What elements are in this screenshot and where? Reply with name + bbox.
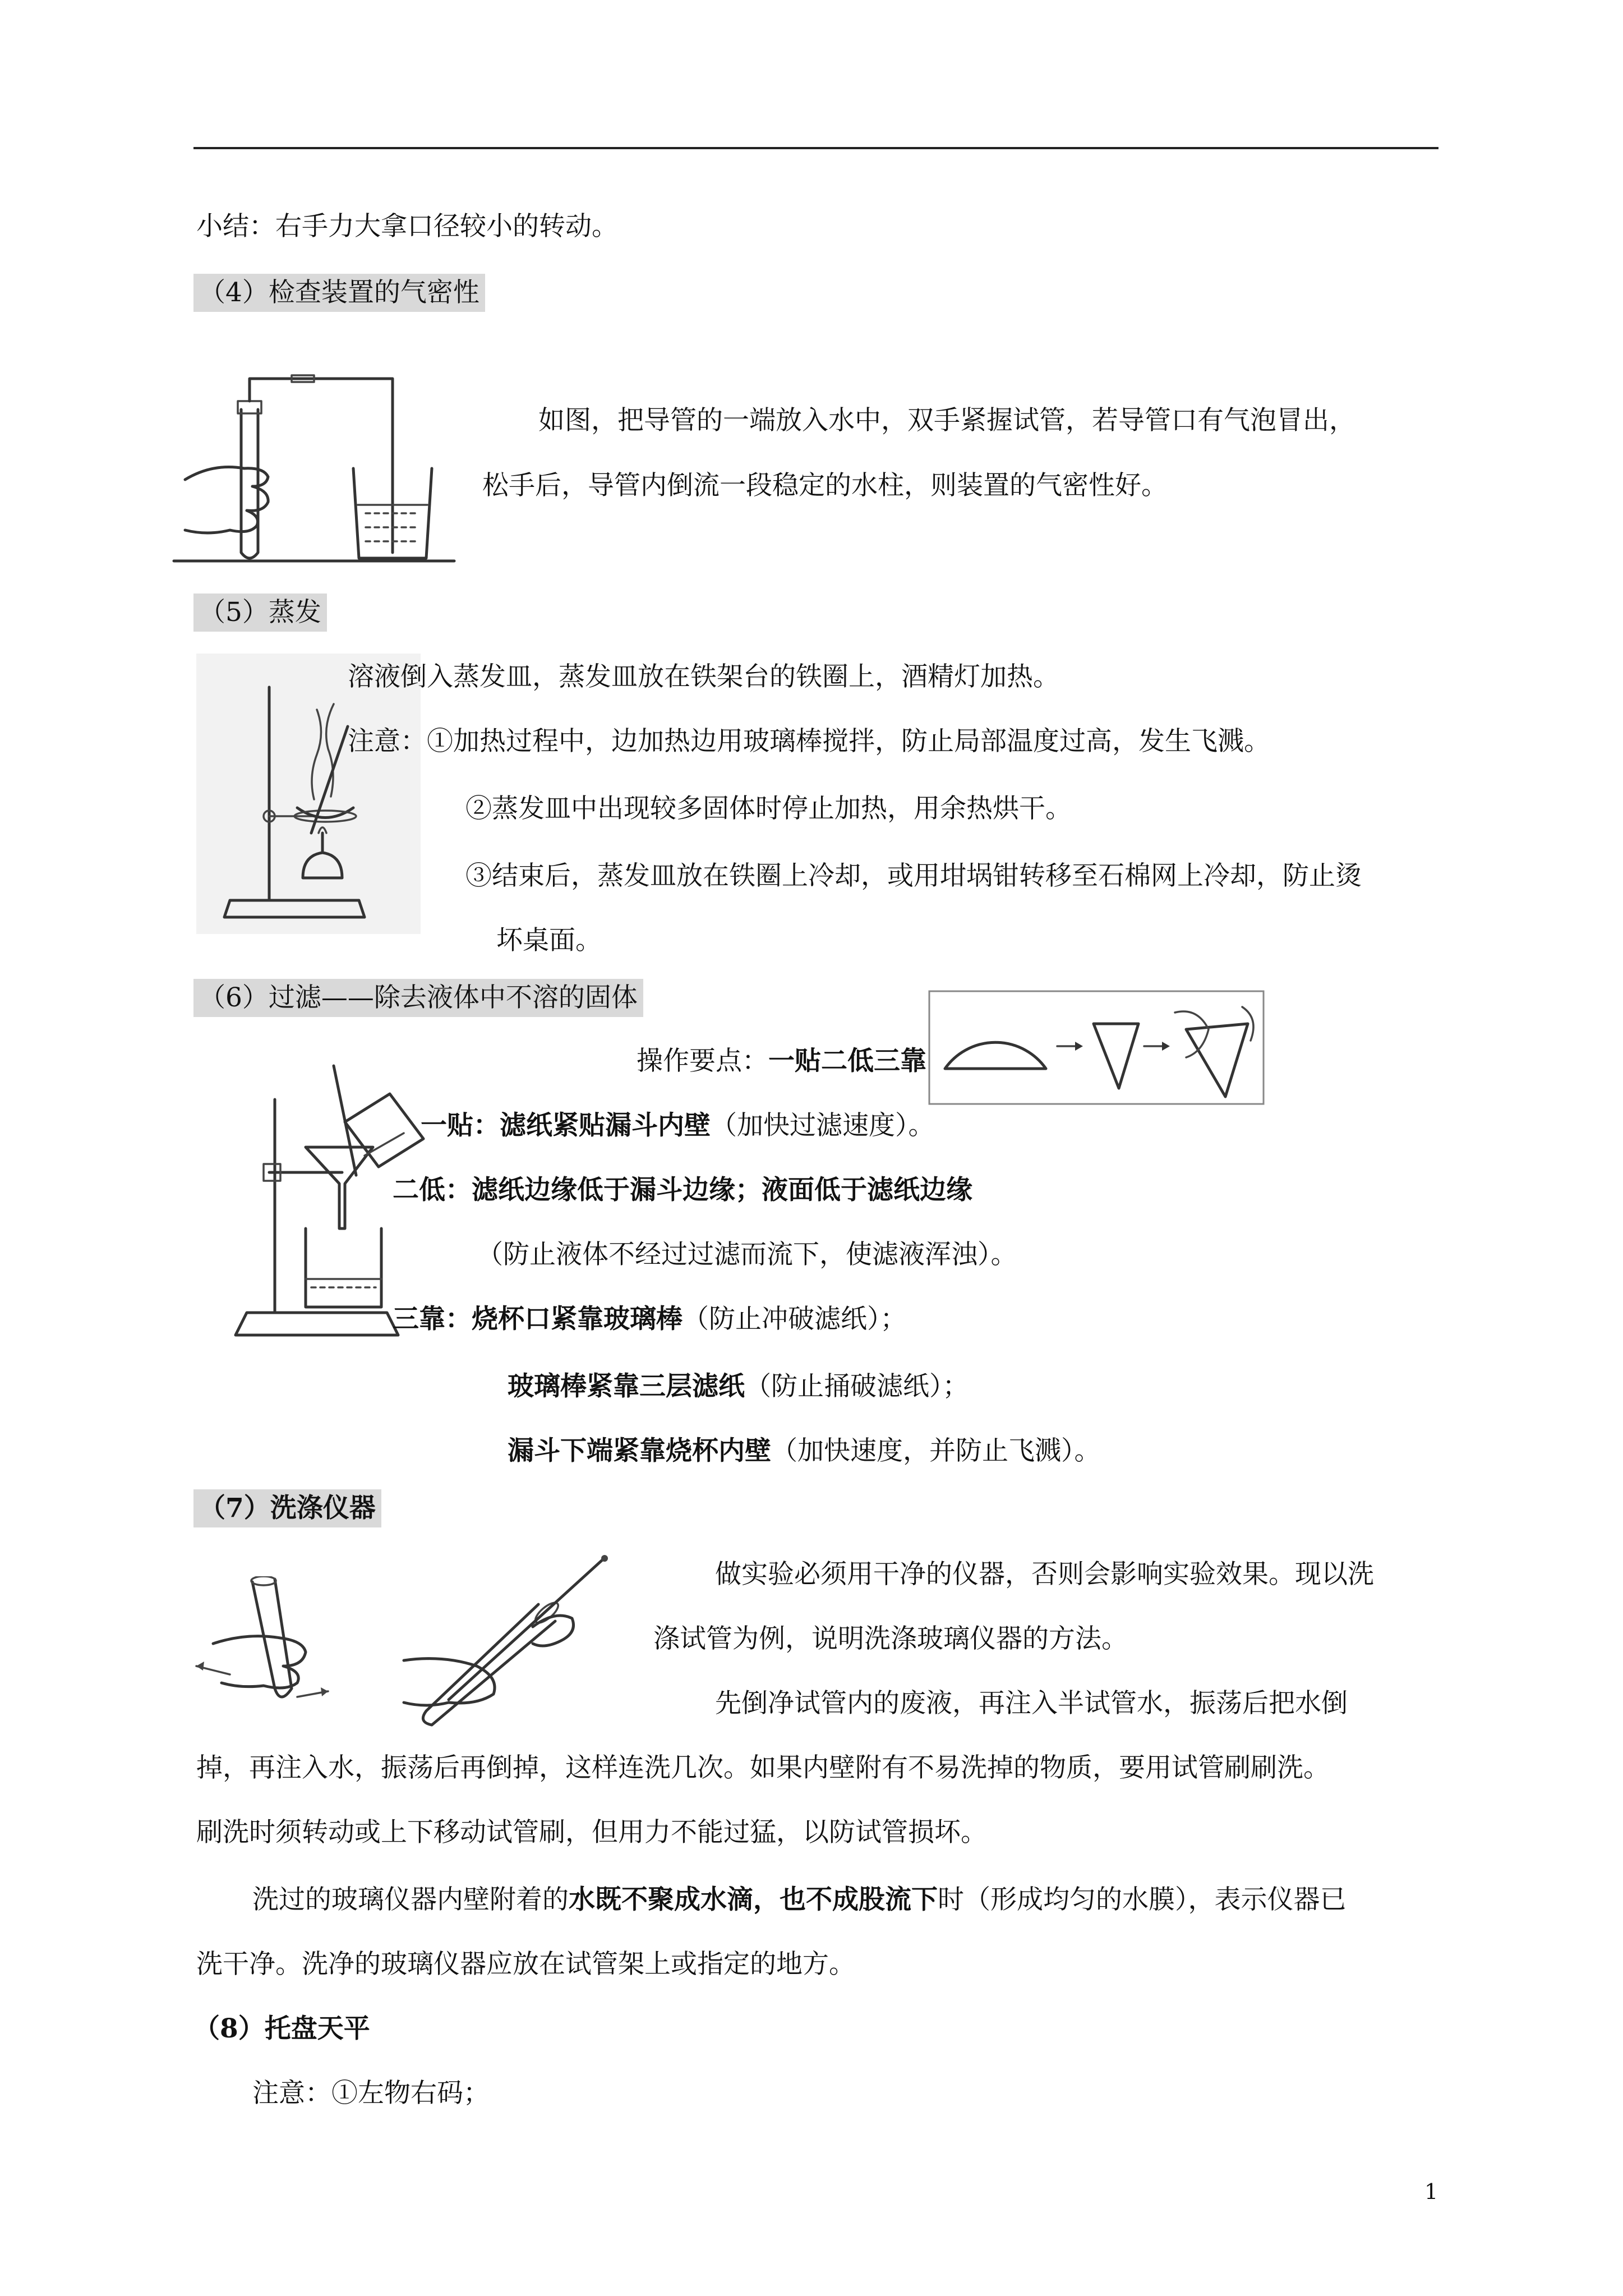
section-5-line-3: ②蒸发皿中出现较多固体时停止加热，用余热烘干。 bbox=[465, 793, 1072, 824]
section-7-line-4: 掉，再注入水，振荡后再倒掉，这样连洗几次。如果内壁附有不易洗掉的物质，要用试管刷刷洗。 bbox=[196, 1752, 1330, 1783]
section-4-line-1: 如图，把导管的一端放入水中，双手紧握试管，若导管口有气泡冒出， bbox=[538, 405, 1355, 436]
section-4-line-2: 松手后，导管内倒流一段稳定的水柱，则装置的气密性好。 bbox=[482, 470, 1168, 501]
section-7-paragraph-2-line-2: 洗干净。洗净的玻璃仪器应放在试管架上或指定的地方。 bbox=[196, 1949, 855, 1980]
filtration-points: 操作要点：一贴二低三靠 bbox=[637, 1046, 926, 1076]
shaking-test-tube-figure bbox=[191, 1576, 387, 1722]
filtration-three-lean-2: 玻璃棒紧靠三层滤纸（防止捅破滤纸）； bbox=[508, 1371, 969, 1402]
section-7-line-5: 刷洗时须转动或上下移动试管刷，但用力不能过猛，以防试管损坏。 bbox=[196, 1817, 987, 1848]
summary-text: 小结：右手力大拿口径较小的转动。 bbox=[196, 211, 618, 242]
airtightness-figure bbox=[168, 367, 460, 569]
filtration-two-low: 二低：滤纸边缘低于漏斗边缘；液面低于滤纸边缘 bbox=[393, 1175, 972, 1205]
section-7-paragraph-2: 洗过的玻璃仪器内壁附着的水既不聚成水滴，也不成股流下时（形成均匀的水膜），表示仪器已 bbox=[252, 1884, 1347, 1915]
filter-paper-folding-figure bbox=[928, 990, 1265, 1105]
section-5-heading: （5）蒸发 bbox=[193, 593, 327, 632]
section-7-heading: （7）洗涤仪器 bbox=[193, 1489, 381, 1527]
section-4-heading: （4）检查装置的气密性 bbox=[193, 274, 485, 312]
section-5-line-2: 注意：①加热过程中，边加热边用玻璃棒搅拌，防止局部温度过高，发生飞溅。 bbox=[348, 726, 1270, 757]
filtration-one-stick: 一贴：滤纸紧贴漏斗内壁（加快过滤速度）。 bbox=[421, 1110, 935, 1141]
page-number: 1 bbox=[1424, 2179, 1438, 2204]
section-7-line-2: 涤试管为例，说明洗涤玻璃仪器的方法。 bbox=[653, 1623, 1128, 1654]
section-5-line-5: 坏桌面。 bbox=[496, 925, 602, 956]
filtration-two-low-reason: （防止液体不经过过滤而流下，使滤液浑浊）。 bbox=[477, 1239, 1017, 1270]
section-6-heading: （6）过滤——除去液体中不溶的固体 bbox=[193, 979, 643, 1017]
section-5-line-1: 溶液倒入蒸发皿，蒸发皿放在铁架台的铁圈上，酒精灯加热。 bbox=[348, 661, 1059, 692]
section-8-note: 注意：①左物右码； bbox=[252, 2078, 490, 2109]
section-7-line-3: 先倒净试管内的废液，再注入半试管水，振荡后把水倒 bbox=[715, 1688, 1348, 1719]
evaporation-figure bbox=[196, 654, 421, 934]
section-7-line-1: 做实验必须用干净的仪器，否则会影响实验效果。现以洗 bbox=[715, 1559, 1374, 1590]
section-5-line-4: ③结束后，蒸发皿放在铁圈上冷却，或用坩埚钳转移至石棉网上冷却，防止烫 bbox=[465, 861, 1362, 891]
brushing-test-tube-figure bbox=[393, 1548, 628, 1733]
section-8-heading: （8）托盘天平 bbox=[193, 2013, 370, 2044]
filtration-three-lean-3: 漏斗下端紧靠烧杯内壁（加快速度，并防止飞溅）。 bbox=[508, 1435, 1101, 1466]
header-rule bbox=[193, 147, 1438, 149]
filtration-three-lean-1: 三靠：烧杯口紧靠玻璃棒（防止冲破滤纸）； bbox=[393, 1304, 907, 1335]
